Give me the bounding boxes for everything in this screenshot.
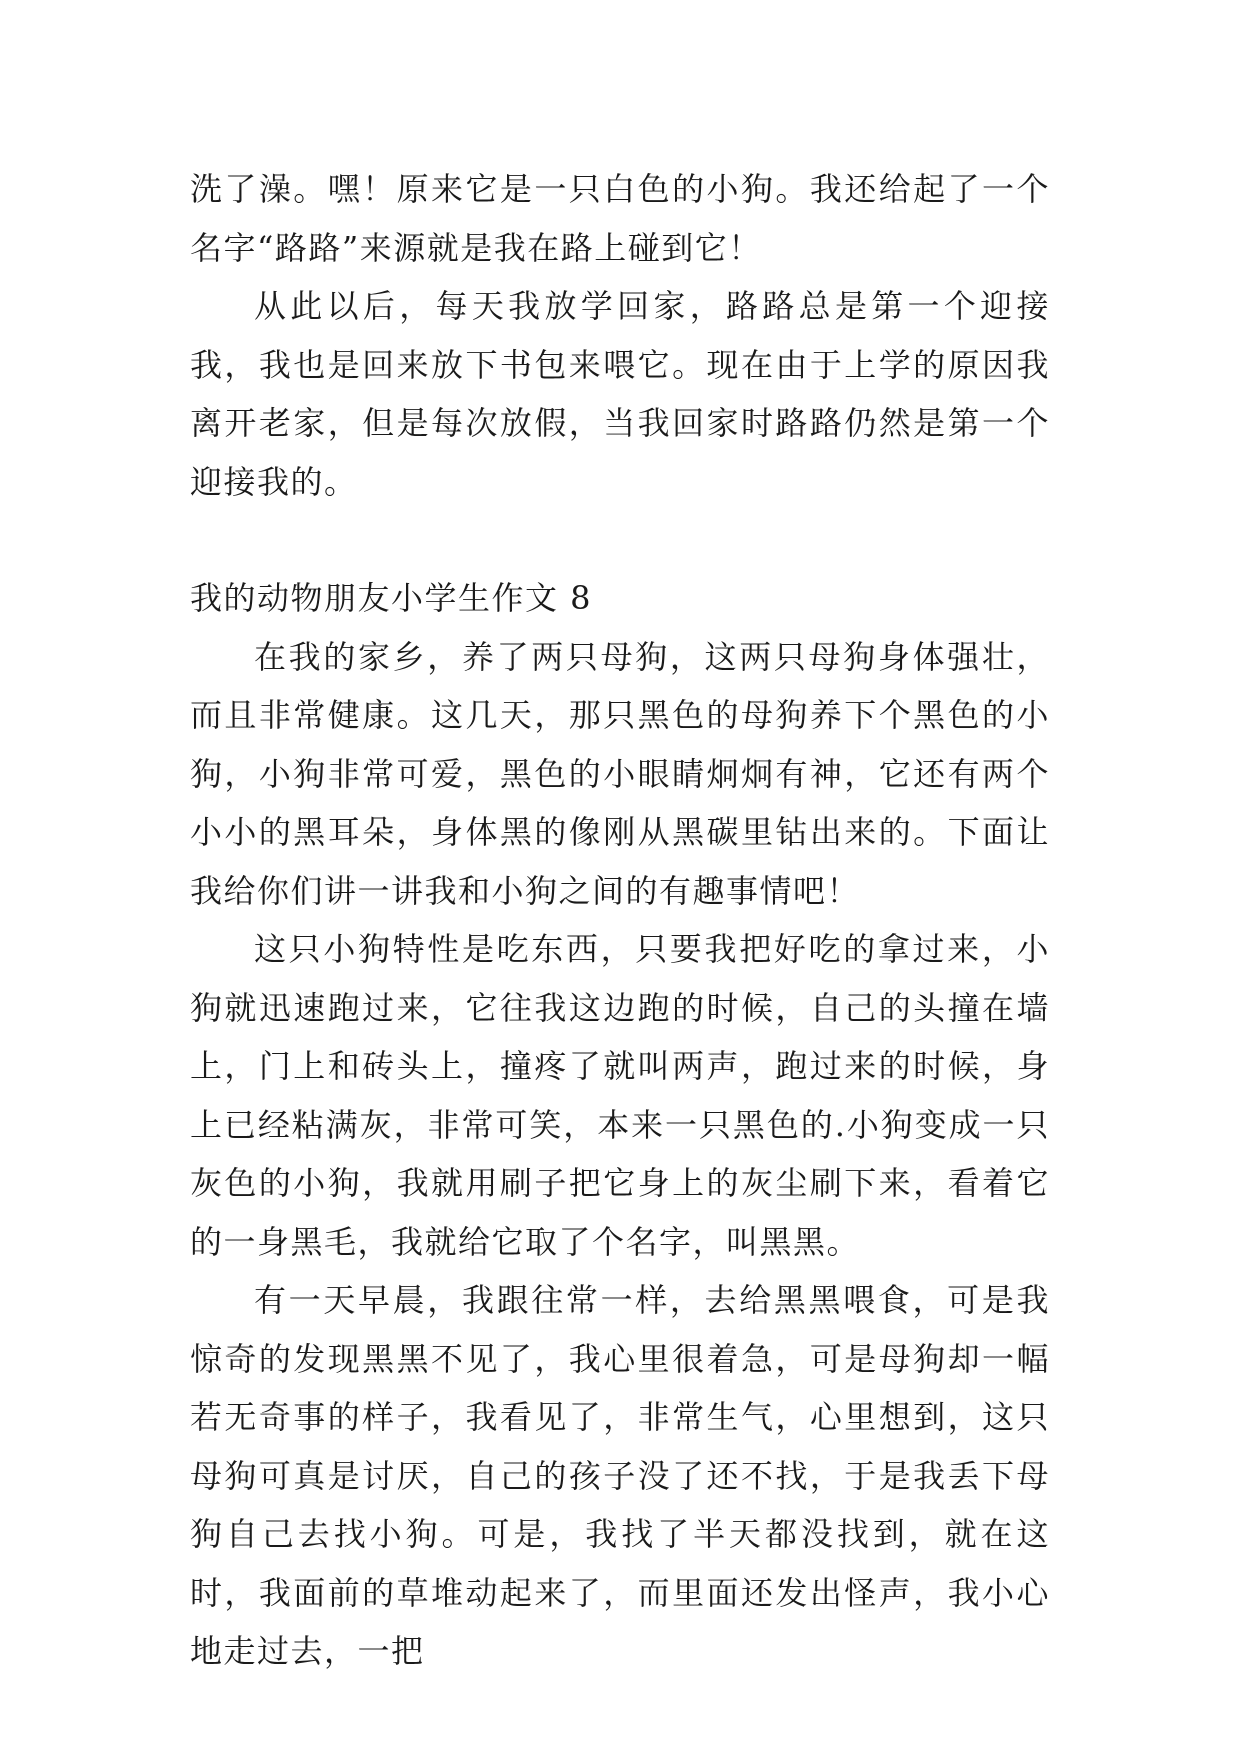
- section-title: 我的动物朋友小学生作文 8: [190, 579, 593, 617]
- paragraph-continued: 洗了澡。嘿！原来它是一只白色的小狗。我还给起了一个名字“路路”来源就是我在路上碰到它！: [190, 170, 1050, 267]
- text-column: [190, 160, 1050, 1681]
- paragraph: 有一天早晨，我跟往常一样，去给黑黑喂食，可是我惊奇的发现黑黑不见了，我心里很着急，可是母狗却一幅若无奇事的样子，我看见了，非常生气，心里想到，这只母狗可真是讨厌，自己的孩子没了还不找，于是我丢下母狗自己去找小狗。可是，我找了半天都没找到，就在这时，我面前的草堆动起来了，而里面还发出怪声，我小心地走过去，一把: [190, 1281, 1050, 1670]
- paragraph: 从此以后，每天我放学回家，路路总是第一个迎接我，我也是回来放下书包来喂它。现在由于上学的原因我离开老家，但是每次放假，当我回家时路路仍然是第一个迎接我的。: [190, 287, 1050, 501]
- paragraph: 在我的家乡，养了两只母狗，这两只母狗身体强壮，而且非常健康。这几天，那只黑色的母狗养下个黑色的小狗，小狗非常可爱，黑色的小眼睛炯炯有神，它还有两个小小的黑耳朵，身体黑的像刚从黑碳里钻出来的。下面让我给你们讲一讲我和小狗之间的有趣事情吧！: [190, 637, 1050, 910]
- paragraph: 这只小狗特性是吃东西，只要我把好吃的拿过来，小狗就迅速跑过来，它往我这边跑的时候，自己的头撞在墙上，门上和砖头上，撞疼了就叫两声，跑过来的时候，身上已经粘满灰，非常可笑，本来一只黑色的.小狗变成一只灰色的小狗，我就用刷子把它身上的灰尘刷下来，看着它的一身黑毛，我就给它取了个名字，叫黑黑。: [190, 930, 1050, 1261]
